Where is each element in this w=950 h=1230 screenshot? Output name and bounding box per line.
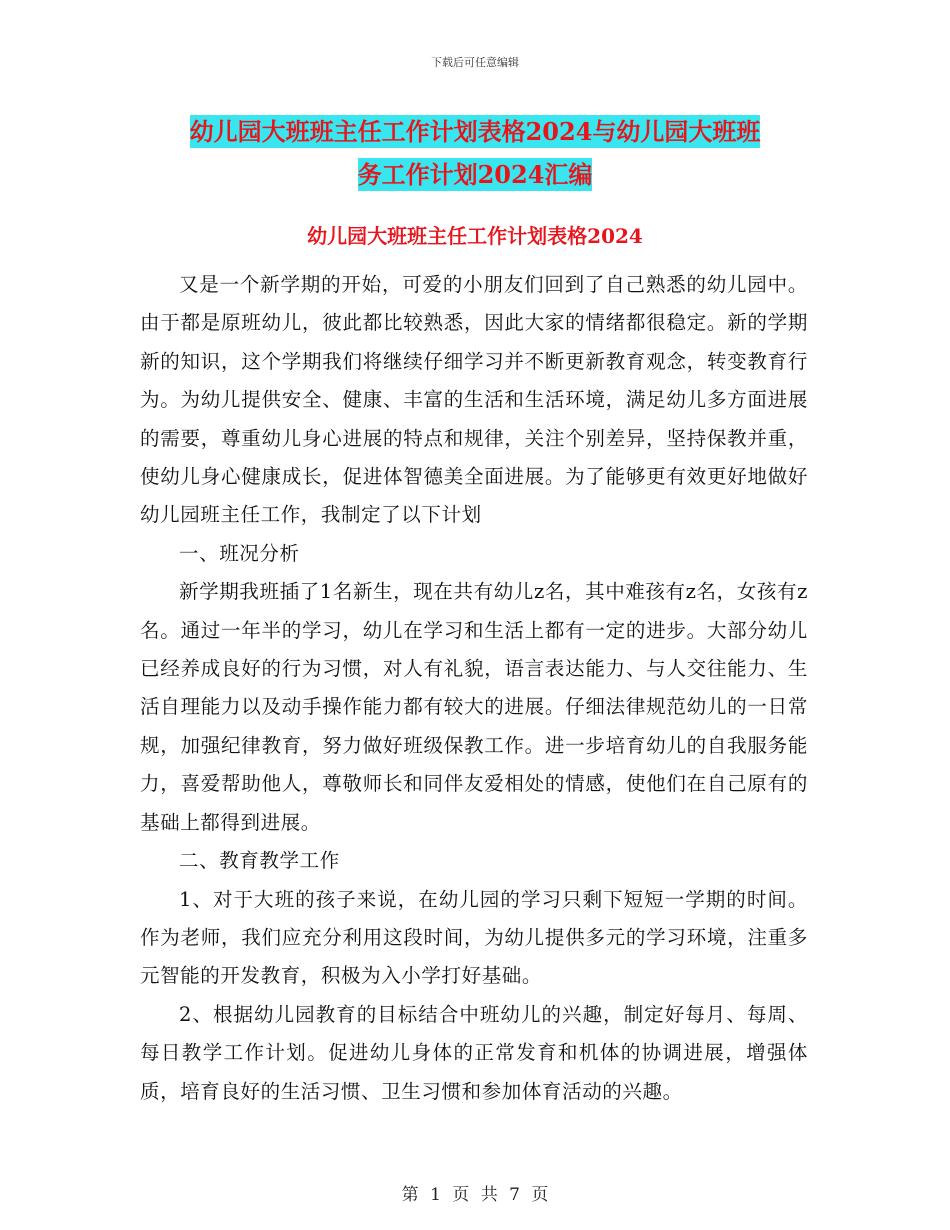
paragraph-intro: 又是一个新学期的开始，可爱的小朋友们回到了自己熟悉的幼儿园中。由于都是原班幼儿，彼此都比较熟悉，因此大家的情绪都很稳定。新的学期新的知识，这个学期我们将继续仔细学习并不断更新教育观念，转变教育行为。为幼儿提供安全、健康、丰富的生活和生活环境，满足幼儿多方面进展的需要，尊重幼儿身心进展的特点和规律，关注个别差异，坚持保教并重，使幼儿身心健康成长，促进体智德美全面进展。为了能够更有效更好地做好幼儿园班主任工作，我制定了以下计划	[140, 273, 808, 527]
heading-teaching-work: 二、教育教学工作	[179, 849, 340, 873]
document-title-line-1	[0, 110, 950, 153]
paragraph-teaching-item-2: 2、根据幼儿园教育的目标结合中班幼儿的兴趣，制定好每月、每周、每日教学工作计划。促进幼儿身体的正常发育和机体的协调进展，增强体质，培育良好的生活习惯、卫生习惯和参加体育活动的兴趣。	[140, 1002, 808, 1103]
page-header-note: 下载后可任意编辑	[431, 56, 519, 69]
page-number-footer: 第 1 页 共 7 页	[401, 1185, 549, 1205]
section-title: 幼儿园大班班主任工作计划表格2024	[307, 224, 643, 248]
paragraph-class-analysis: 新学期我班插了1名新生，现在共有幼儿z名，其中难孩有z名，女孩有z名。通过一年半的学习，幼儿在学习和生活上都有一定的进步。大部分幼儿已经养成良好的行为习惯，对人有礼貌，语言表达能力、与人交往能力、生活自理能力以及动手操作能力都有较大的进展。仔细法律规范幼儿的一日常规，加强纪律教育，努力做好班级保教工作。进一步培育幼儿的自我服务能力，喜爱帮助他人，尊敬师长和同伴友爱相处的情感，使他们在自己原有的基础上都得到进展。	[140, 580, 808, 834]
title-line-2-text: 务工作计划2024汇编	[357, 160, 593, 189]
paragraph-teaching-item-1: 1、对于大班的孩子来说，在幼儿园的学习只剩下短短一学期的时间。作为老师，我们应充分利用这段时间，为幼儿提供多元的学习环境，注重多元智能的开发教育，积极为入小学打好基础。	[140, 887, 808, 988]
document-body	[140, 266, 808, 1111]
document-title-line-2	[0, 153, 950, 196]
title-line-1-text: 幼儿园大班班主任工作计划表格2024与幼儿园大班班	[189, 117, 761, 146]
document-title	[0, 110, 950, 196]
heading-class-analysis: 一、班况分析	[179, 541, 300, 565]
